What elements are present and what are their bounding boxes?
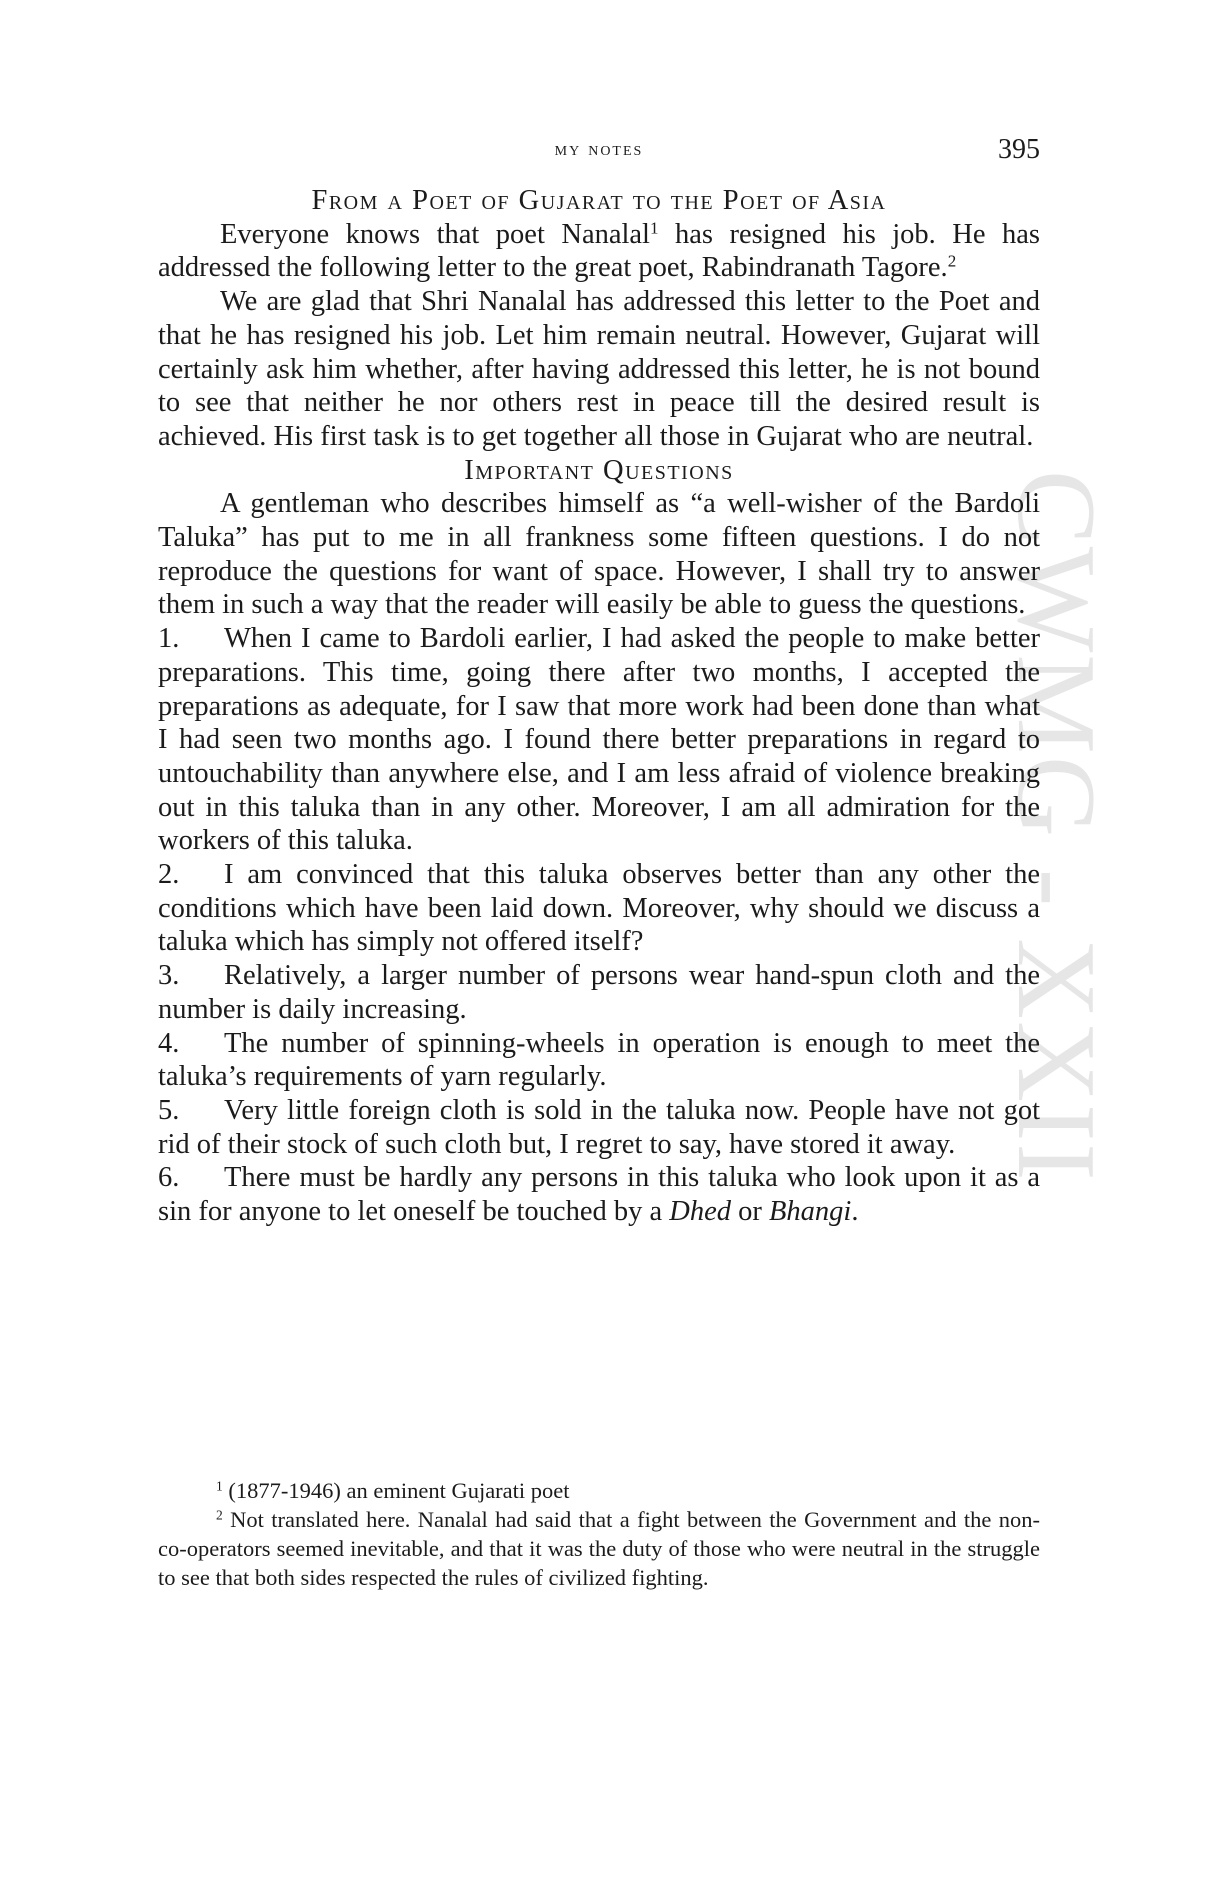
item-text: The number of spinning-wheels in operation is enough to meet the taluka’s requirements of yarn regularly. (158, 1027, 1040, 1093)
item-text: I am convinced that this taluka observes better than any other the conditions which have been laid down. Moreover, why should we discuss a taluka which has simply not offered itself? (158, 859, 1040, 958)
paragraph-text: has resigned his job. He has addressed the following letter to the great poet, Rabindranath Tagore. (158, 218, 1040, 284)
item-text: When I came to Bardoli earlier, I had asked the people to make better preparations. This time, going there after two months, I accepted the preparations as adequate, for I saw that more work had been done than what I had seen two months ago. I found there better preparations in regard to untouchability than anywhere else, and I am less afraid of violence breaking out in this taluka than in any other. Moreover, I am all admiration for the workers of this taluka. (158, 623, 1040, 857)
footnotes (158, 1476, 1040, 1592)
item-number: 3. (158, 960, 180, 992)
paragraph: A gentleman who describes himself as “a well-wisher of the Bardoli Taluka” has put to me in all frankness some fifteen questions. I do not reproduce the questions for want of space. However, I shall try to answer them in such a way that the reader will easily be able to guess the questions. (158, 488, 1040, 621)
item-number: 4. (158, 1027, 180, 1059)
footnote-text: Not translated here. Nanalal had said that a fight between the Government and the non-co-operators seemed inevitable, and that it was the duty of those who were neutral in the struggle to see that both sides respected the rules of civilized fighting. (158, 1507, 1040, 1590)
item-text: Relatively, a larger number of persons wear hand-spun cloth and the number is daily increasing. (158, 960, 1040, 1025)
section-heading-questions: Important Questions (464, 454, 734, 486)
running-head (158, 134, 1040, 168)
footnote-ref: 1 (649, 218, 659, 238)
footnote (158, 1476, 1040, 1505)
footnote-mark: 1 (216, 1478, 223, 1494)
paragraph-text: Everyone knows that poet Nanalal (220, 218, 650, 250)
item-number: 6. (158, 1162, 180, 1194)
footnote (158, 1505, 1040, 1592)
page-number: 395 (998, 134, 1040, 165)
section-heading-poet: From a Poet of Gujarat to the Poet of Asia (311, 185, 887, 216)
paragraph (158, 218, 1040, 285)
paragraph: We are glad that Shri Nanalal has addressed this letter to the Poet and that he has resigned his job. Let him remain neutral. However, Gujarat will certainly ask him whether, after having addressed this letter, he is not bound to see that neither he nor others rest in peace till the desired result is achieved. His first task is to get together all those in Gujarat who are neutral. (158, 286, 1040, 452)
body-text (158, 184, 1040, 1229)
item-number: 1. (158, 623, 180, 655)
item-text: . (851, 1196, 859, 1228)
numbered-item (158, 1161, 1040, 1228)
item-text: Very little foreign cloth is sold in the taluka now. People have not got rid of their stock of such cloth but, I regret to say, have stored it away. (158, 1094, 1040, 1160)
footnote-mark: 2 (216, 1507, 223, 1523)
numbered-item (158, 1027, 1040, 1094)
numbered-item (158, 959, 1040, 1026)
item-italic-word: Bhangi (769, 1196, 852, 1228)
item-number: 2. (158, 859, 180, 891)
footnote-ref: 2 (947, 252, 957, 272)
running-head-title: my notes (554, 138, 644, 160)
item-text: There must be hardly any persons in this taluka who look upon it as a sin for anyone to let oneself be touched by a (158, 1162, 1040, 1228)
item-text: or (731, 1196, 769, 1228)
footnote-text: (1877-1946) an eminent Gujarati poet (222, 1478, 570, 1503)
item-number: 5. (158, 1094, 180, 1126)
watermark: CWMG - XXII (994, 470, 1118, 1183)
numbered-item (158, 622, 1040, 858)
numbered-item (158, 858, 1040, 959)
numbered-item (158, 1094, 1040, 1161)
item-italic-word: Dhed (669, 1196, 731, 1228)
